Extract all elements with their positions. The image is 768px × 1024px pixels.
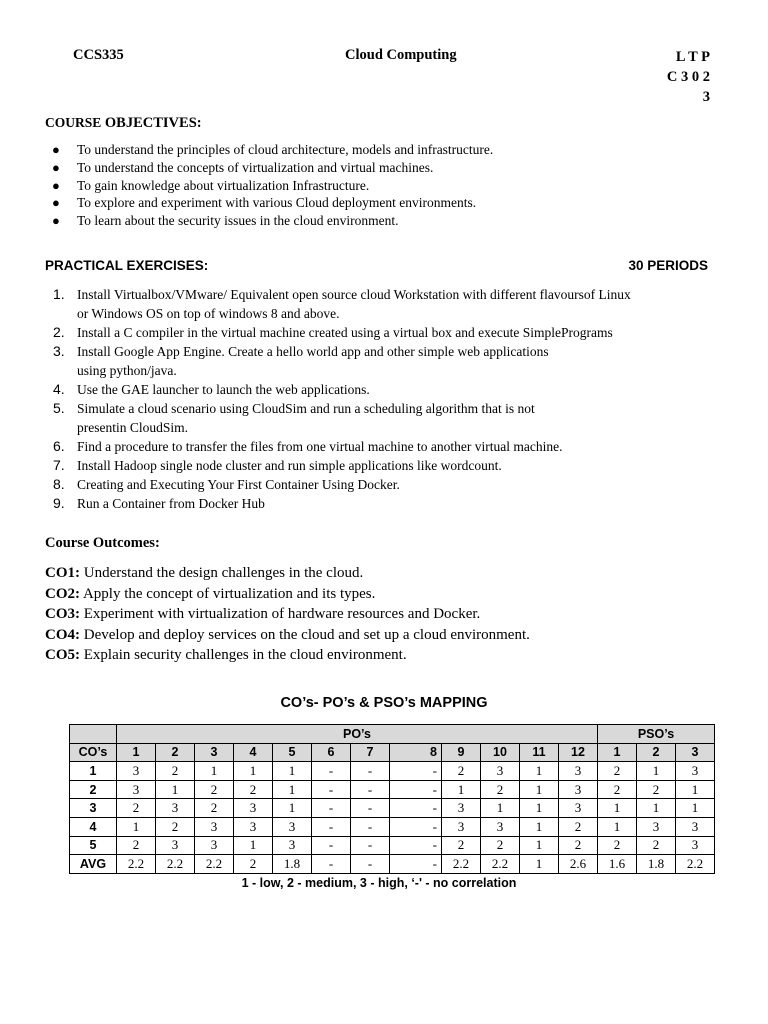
objectives-heading-a: COURSE [45,115,102,130]
table-row [70,836,715,855]
po-cell: 3 [195,836,234,855]
po-cell: 2.2 [442,855,481,874]
bullet-icon: ● [52,213,60,229]
po-cell: - [312,799,351,818]
po-cell: - [312,762,351,781]
po-cell: - [390,817,442,836]
exercise-line: Install a C compiler in the virtual machine created using a virtual box and execute SimplePrograms [77,325,613,340]
po-cell: 2 [481,780,520,799]
outcome-text: Understand the design challenges in the cloud. [83,565,364,581]
ltp-label: L T P [675,49,710,65]
po-cell: 2 [442,836,481,855]
pso-cell: 1 [676,799,715,818]
mapping-table [69,724,715,874]
po-cell: 1 [520,799,559,818]
po-cell: - [390,780,442,799]
exercise-line: Install Virtualbox/VMware/ Equivalent open source cloud Workstation with different flavoursof Linux [77,287,631,302]
pso-cell: 2 [598,836,637,855]
po-cell: - [351,836,390,855]
pso-col-header: 1 [598,743,637,762]
exercise-number: 6. [53,438,65,454]
pso-cell: 3 [637,817,676,836]
objective-item [50,177,493,195]
po-cell: 1 [234,762,273,781]
po-col-header: 8 [390,743,442,762]
po-col-header: 6 [312,743,351,762]
outcome-text: Apply the concept of virtualization and its types. [82,585,376,602]
exercise-item [50,380,631,399]
po-col-header: 5 [273,743,312,762]
po-cell: 3 [117,780,156,799]
po-cell: 3 [559,762,598,781]
pso-group-header: PSO’s [598,725,715,744]
bullet-icon: ● [52,142,60,157]
pso-cell: 1 [676,780,715,799]
po-cell: 2 [117,836,156,855]
po-cell: - [312,836,351,855]
objective-text: To gain knowledge about virtualization Infrastructure. [77,177,370,193]
table-row [70,780,715,799]
po-cell: 2.2 [117,855,156,874]
objective-text: To understand the concepts of virtualization and virtual machines. [77,159,434,175]
po-cell: 2 [559,817,598,836]
ltp-values: C 3 0 2 [666,69,710,85]
po-cell: 3 [442,817,481,836]
pso-cell: 1 [598,799,637,818]
exercise-line: Use the GAE launcher to launch the web applications. [77,382,370,397]
po-cell: 1 [117,817,156,836]
outcome-item [45,645,530,666]
po-col-header: 2 [156,743,195,762]
po-col-header: 12 [559,743,598,762]
pso-cell: 3 [676,762,715,781]
bullet-icon: ● [52,159,60,175]
exercise-number: 3. [53,343,65,359]
po-cell: 3 [273,817,312,836]
po-col-header: 3 [195,743,234,762]
po-cell: 1 [156,780,195,799]
outcome-item [45,584,530,605]
po-cell: - [351,799,390,818]
outcomes-list [45,563,530,666]
outcome-item [45,563,530,584]
bullet-icon: ● [52,195,60,211]
course-code: CCS335 [73,47,124,63]
po-cell: - [312,855,351,874]
po-cell: 1 [520,762,559,781]
exercise-number: 5. [53,400,65,416]
pso-cell: 1 [598,817,637,836]
objectives-heading-b: OBJECTIVES: [104,115,202,131]
exercise-line: or Windows OS on top of windows 8 and above. [77,306,340,321]
po-cell: - [390,799,442,818]
po-cell: 2 [156,817,195,836]
po-cell: 3 [559,780,598,799]
po-cell: 2 [442,762,481,781]
exercise-item [50,456,631,475]
po-cell: 3 [481,762,520,781]
po-cell: - [390,855,442,874]
outcome-text: Explain security challenges in the cloud environment. [83,647,407,664]
exercise-number: 7. [53,457,65,473]
exercise-number: 8. [53,476,65,492]
pso-col-header: 2 [637,743,676,762]
objectives-heading [45,115,202,132]
po-cell: 2.2 [481,855,520,874]
objectives-list [50,141,493,230]
po-cell: 2 [234,855,273,874]
pso-cell: 1.6 [598,855,637,874]
po-cell: - [312,817,351,836]
pso-cell: 2.2 [676,855,715,874]
row-label: 3 [70,799,117,818]
outcome-code: CO5: [45,647,80,664]
po-cell: 3 [156,799,195,818]
outcome-code: CO4: [45,626,80,643]
mapping-legend: 1 - low, 2 - medium, 3 - high, ‘-' - no correlation [241,876,517,890]
objective-text: To understand the principles of cloud architecture, models and infrastructure. [77,142,494,157]
row-label: 1 [70,762,117,781]
po-cell: 3 [117,762,156,781]
objective-item [50,212,493,230]
po-cell: 1 [273,762,312,781]
outcome-item [45,604,530,625]
pso-cell: 2 [598,780,637,799]
pso-cell: 1 [637,799,676,818]
course-title: Cloud Computing [345,47,457,63]
exercise-line: using python/java. [77,363,177,378]
objective-item [50,141,493,159]
exercise-item [50,323,631,342]
table-row [70,817,715,836]
po-cell: 2 [195,780,234,799]
row-header: CO’s [70,743,117,762]
po-cell: 1 [481,799,520,818]
exercise-line: Creating and Executing Your First Container Using Docker. [77,477,400,492]
exercise-line: Install Google App Engine. Create a hello world app and other simple web applications [77,344,549,359]
row-label: 2 [70,780,117,799]
po-cell: 3 [234,799,273,818]
exercise-item [50,285,631,323]
po-cell: 1 [234,836,273,855]
po-cell: 1 [520,836,559,855]
po-cell: 2 [117,799,156,818]
po-cell: 3 [156,836,195,855]
pso-cell: 1.8 [637,855,676,874]
po-col-header: 7 [351,743,390,762]
exercise-item [50,342,631,380]
exercise-line: Simulate a cloud scenario using CloudSim and run a scheduling algorithm that is not [77,401,535,416]
po-cell: 1 [520,855,559,874]
pso-cell: 2 [637,836,676,855]
po-cell: 2.6 [559,855,598,874]
po-cell: - [351,817,390,836]
po-col-header: 4 [234,743,273,762]
po-cell: - [351,762,390,781]
po-cell: - [351,780,390,799]
po-cell: 3 [234,817,273,836]
po-cell: - [390,836,442,855]
mapping-title: CO’s- PO’s & PSO’s MAPPING [280,695,488,711]
bullet-icon: ● [52,177,60,193]
po-cell: 2 [156,762,195,781]
po-cell: 2 [559,836,598,855]
po-col-header: 9 [442,743,481,762]
outcome-text: Develop and deploy services on the cloud and set up a cloud environment. [83,626,530,643]
outcome-code: CO2: [45,585,80,602]
po-cell: 3 [273,836,312,855]
po-cell: 3 [195,817,234,836]
exercise-line: Find a procedure to transfer the files from one virtual machine to another virtual machine. [77,439,563,454]
po-group-header: PO’s [117,725,598,744]
corner-cell [70,725,117,744]
exercise-item [50,475,631,494]
po-cell: 3 [559,799,598,818]
exercise-number: 4. [53,381,65,397]
outcome-code: CO1: [45,565,80,581]
exercise-number: 2. [53,324,65,340]
outcomes-heading: Course Outcomes: [45,535,160,551]
po-cell: 2 [481,836,520,855]
pso-cell: 3 [676,836,715,855]
exercise-item [50,399,631,437]
po-cell: 1 [273,780,312,799]
po-cell: 1.8 [273,855,312,874]
po-col-header: 11 [520,743,559,762]
po-cell: 3 [481,817,520,836]
po-cell: - [312,780,351,799]
pso-cell: 1 [637,762,676,781]
po-cell: 1 [520,780,559,799]
po-col-header: 10 [481,743,520,762]
outcome-code: CO3: [45,606,80,623]
credits: 3 [702,89,710,105]
objective-text: To explore and experiment with various Cloud deployment environments. [77,195,477,211]
exercise-line: Install Hadoop single node cluster and run simple applications like wordcount. [77,458,502,473]
practical-heading: PRACTICAL EXERCISES: [45,258,209,273]
po-cell: 2 [234,780,273,799]
po-col-header: 1 [117,743,156,762]
po-cell: 2.2 [195,855,234,874]
practical-periods: 30 PERIODS [628,258,708,273]
po-cell: 3 [442,799,481,818]
pso-cell: 3 [676,817,715,836]
exercise-line: Run a Container from Docker Hub [77,496,265,511]
exercise-list [50,285,631,513]
po-cell: 1 [442,780,481,799]
ltp-block [667,47,710,107]
po-cell: 1 [273,799,312,818]
po-cell: - [390,762,442,781]
po-cell: 2.2 [156,855,195,874]
row-label: 5 [70,836,117,855]
exercise-line: presentin CloudSim. [77,420,188,435]
pso-cell: 2 [598,762,637,781]
po-cell: 1 [520,817,559,836]
row-label: 4 [70,817,117,836]
objective-item [50,194,493,212]
po-cell: - [351,855,390,874]
exercise-number: 9. [53,495,65,511]
exercise-item [50,437,631,456]
pso-col-header: 3 [676,743,715,762]
exercise-item [50,494,631,513]
table-row [70,855,715,874]
mapping-body [70,762,715,874]
table-row [70,762,715,781]
exercise-number: 1. [53,286,65,302]
outcome-text: Experiment with virtualization of hardware resources and Docker. [83,606,481,623]
row-label: AVG [70,855,117,874]
po-cell: 2 [195,799,234,818]
po-cell: 1 [195,762,234,781]
objective-text: To learn about the security issues in the cloud environment. [77,213,399,229]
objective-item [50,159,493,177]
table-row [70,799,715,818]
outcome-item [45,625,530,646]
pso-cell: 2 [637,780,676,799]
